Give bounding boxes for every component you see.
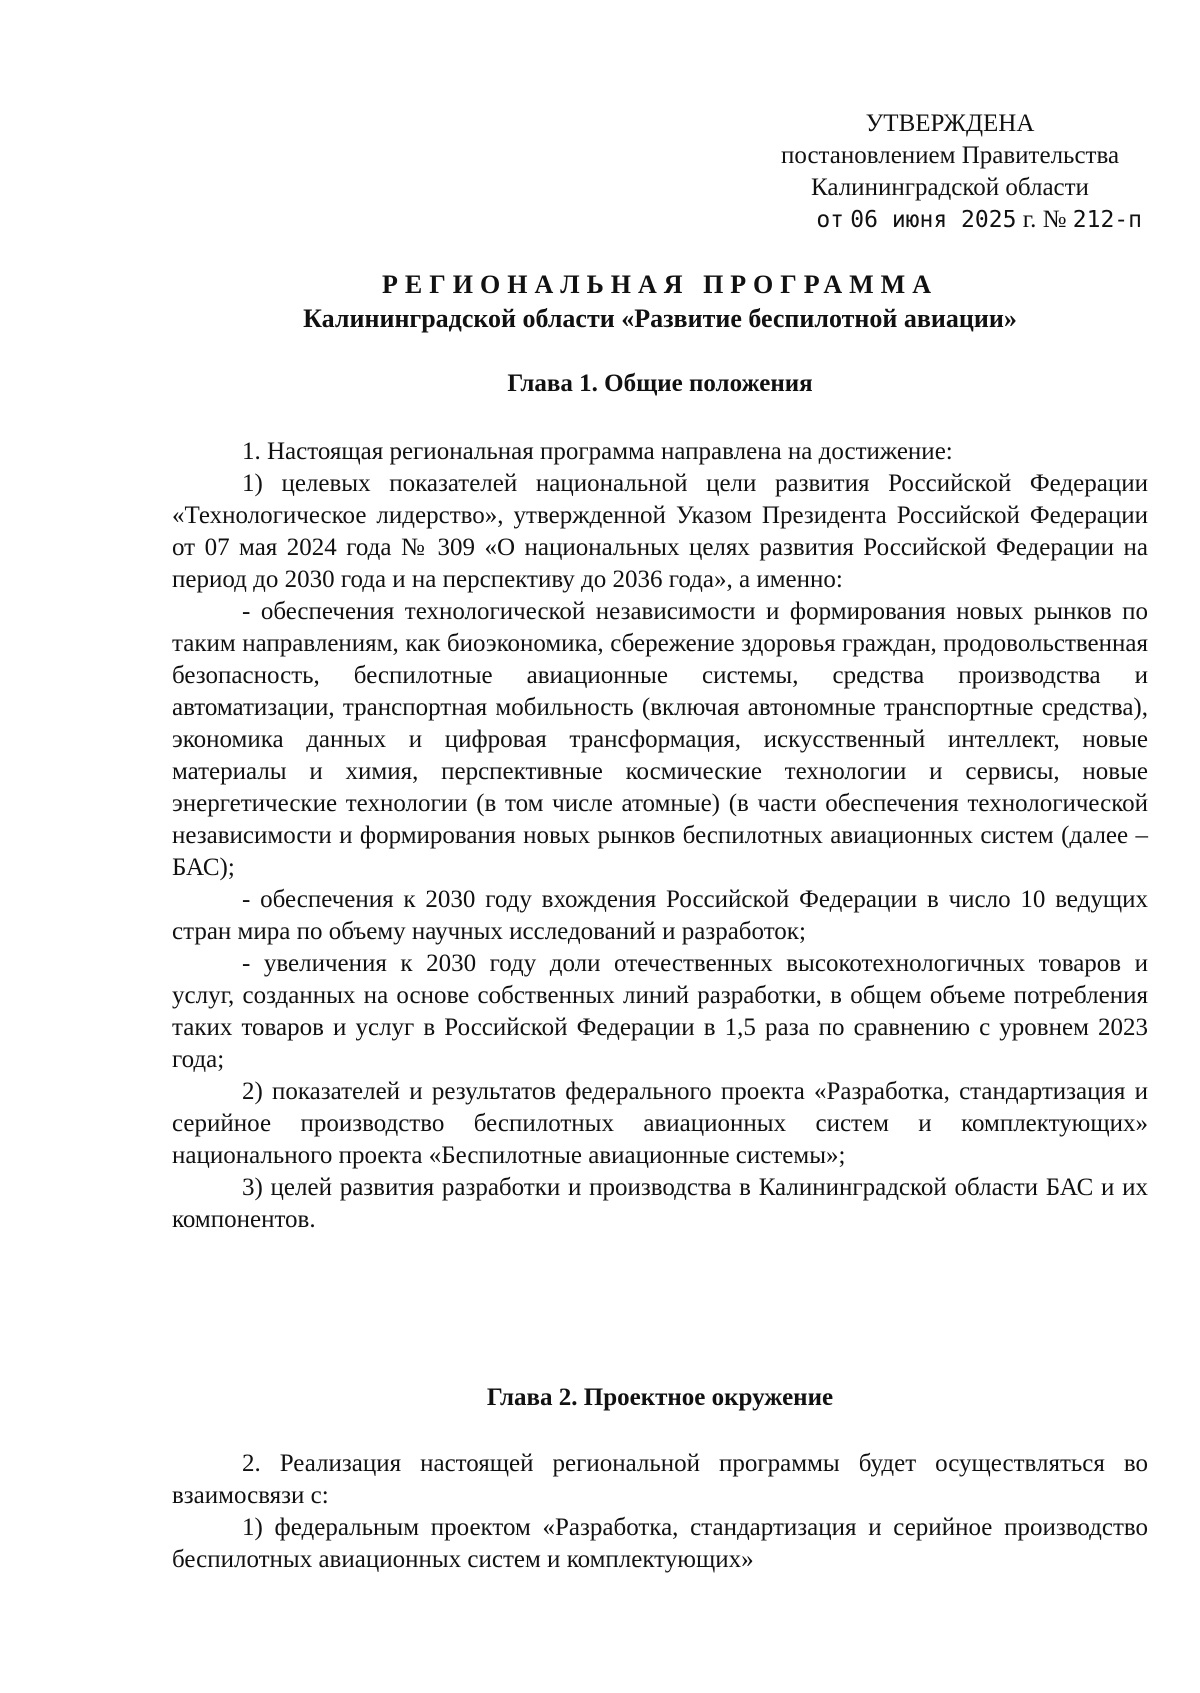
date-prefix: от	[816, 207, 845, 233]
approval-stamp	[750, 108, 1150, 236]
approved-label: УТВЕРЖДЕНА	[865, 110, 1035, 137]
chapter-1-heading: Глава 1. Общие положения	[507, 370, 813, 397]
chapter-1-body	[172, 436, 1148, 1236]
chapter-2-body	[172, 1448, 1148, 1576]
approval-line-2: Калининградской области	[811, 174, 1089, 201]
approval-line-1: постановлением Правительства	[780, 142, 1120, 169]
paragraph-1-2: 2) показателей и результатов федерального проекта «Разработка, стандартизация и серийное производство беспилотных авиационных систем и комплектующих» национального проекта «Беспилотные авиационные системы»;	[172, 1078, 1148, 1169]
bullet-1: - обеспечения технологической независимости и формирования новых рынков по таким направлениям, как биоэкономика, сбережение здоровья граждан, продовольственная безопасность, беспилотные авиационные системы, средства производства и автоматизации, транспортная мобильность (включая автономные транспортные средства), экономика данных и цифровая трансформация, искусственный интеллект, новые материалы и химия, перспективные космические технологии и сервисы, новые энергетические технологии (в том числе атомные) (в части обеспечения технологической независимости и формирования новых рынков беспилотных авиационных систем (далее – БАС);	[172, 598, 1148, 881]
document-title	[170, 268, 1150, 336]
date-mid: г. №	[1022, 206, 1067, 233]
title-sub: Калининградской области «Развитие беспилотной авиации»	[303, 304, 1017, 333]
date-handwritten: 06 июня 2025	[850, 207, 1017, 233]
bullet-3: - увеличения к 2030 году доли отечественных высокотехнологичных товаров и услуг, созданных на основе собственных линий разработки, в общем объеме потребления таких товаров и услуг в Российской Федерации в 1,5 раза по сравнению с уровнем 2023 года;	[172, 950, 1148, 1073]
paragraph-1-3: 3) целей развития разработки и производства в Калининградской области БАС и их компонентов.	[172, 1174, 1148, 1233]
title-main: РЕГИОНАЛЬНАЯ ПРОГРАММА	[382, 270, 938, 299]
paragraph-1-1: 1) целевых показателей национальной цели развития Российской Федерации «Технологическое лидерство», утвержденной Указом Президента Российской Федерации от 07 мая 2024 года № 309 «О национальных целях развития Российской Федерации на период до 2030 года и на перспективу до 2036 года», а именно:	[172, 470, 1148, 593]
paragraph-1: 1. Настоящая региональная программа направлена на достижение:	[242, 438, 953, 465]
bullet-2: - обеспечения к 2030 году вхождения Российской Федерации в число 10 ведущих стран мира по объему научных исследований и разработок;	[172, 886, 1148, 945]
chapter-2-heading: Глава 2. Проектное окружение	[486, 1384, 834, 1411]
approval-date-line	[750, 204, 1150, 236]
paragraph-2: 2. Реализация настоящей региональной программы будет осуществляться во взаимосвязи с:	[172, 1450, 1148, 1509]
decree-number: 212-п	[1072, 207, 1142, 233]
paragraph-2-1: 1) федеральным проектом «Разработка, стандартизация и серийное производство беспилотных авиационных систем и комплектующих»	[172, 1514, 1148, 1573]
